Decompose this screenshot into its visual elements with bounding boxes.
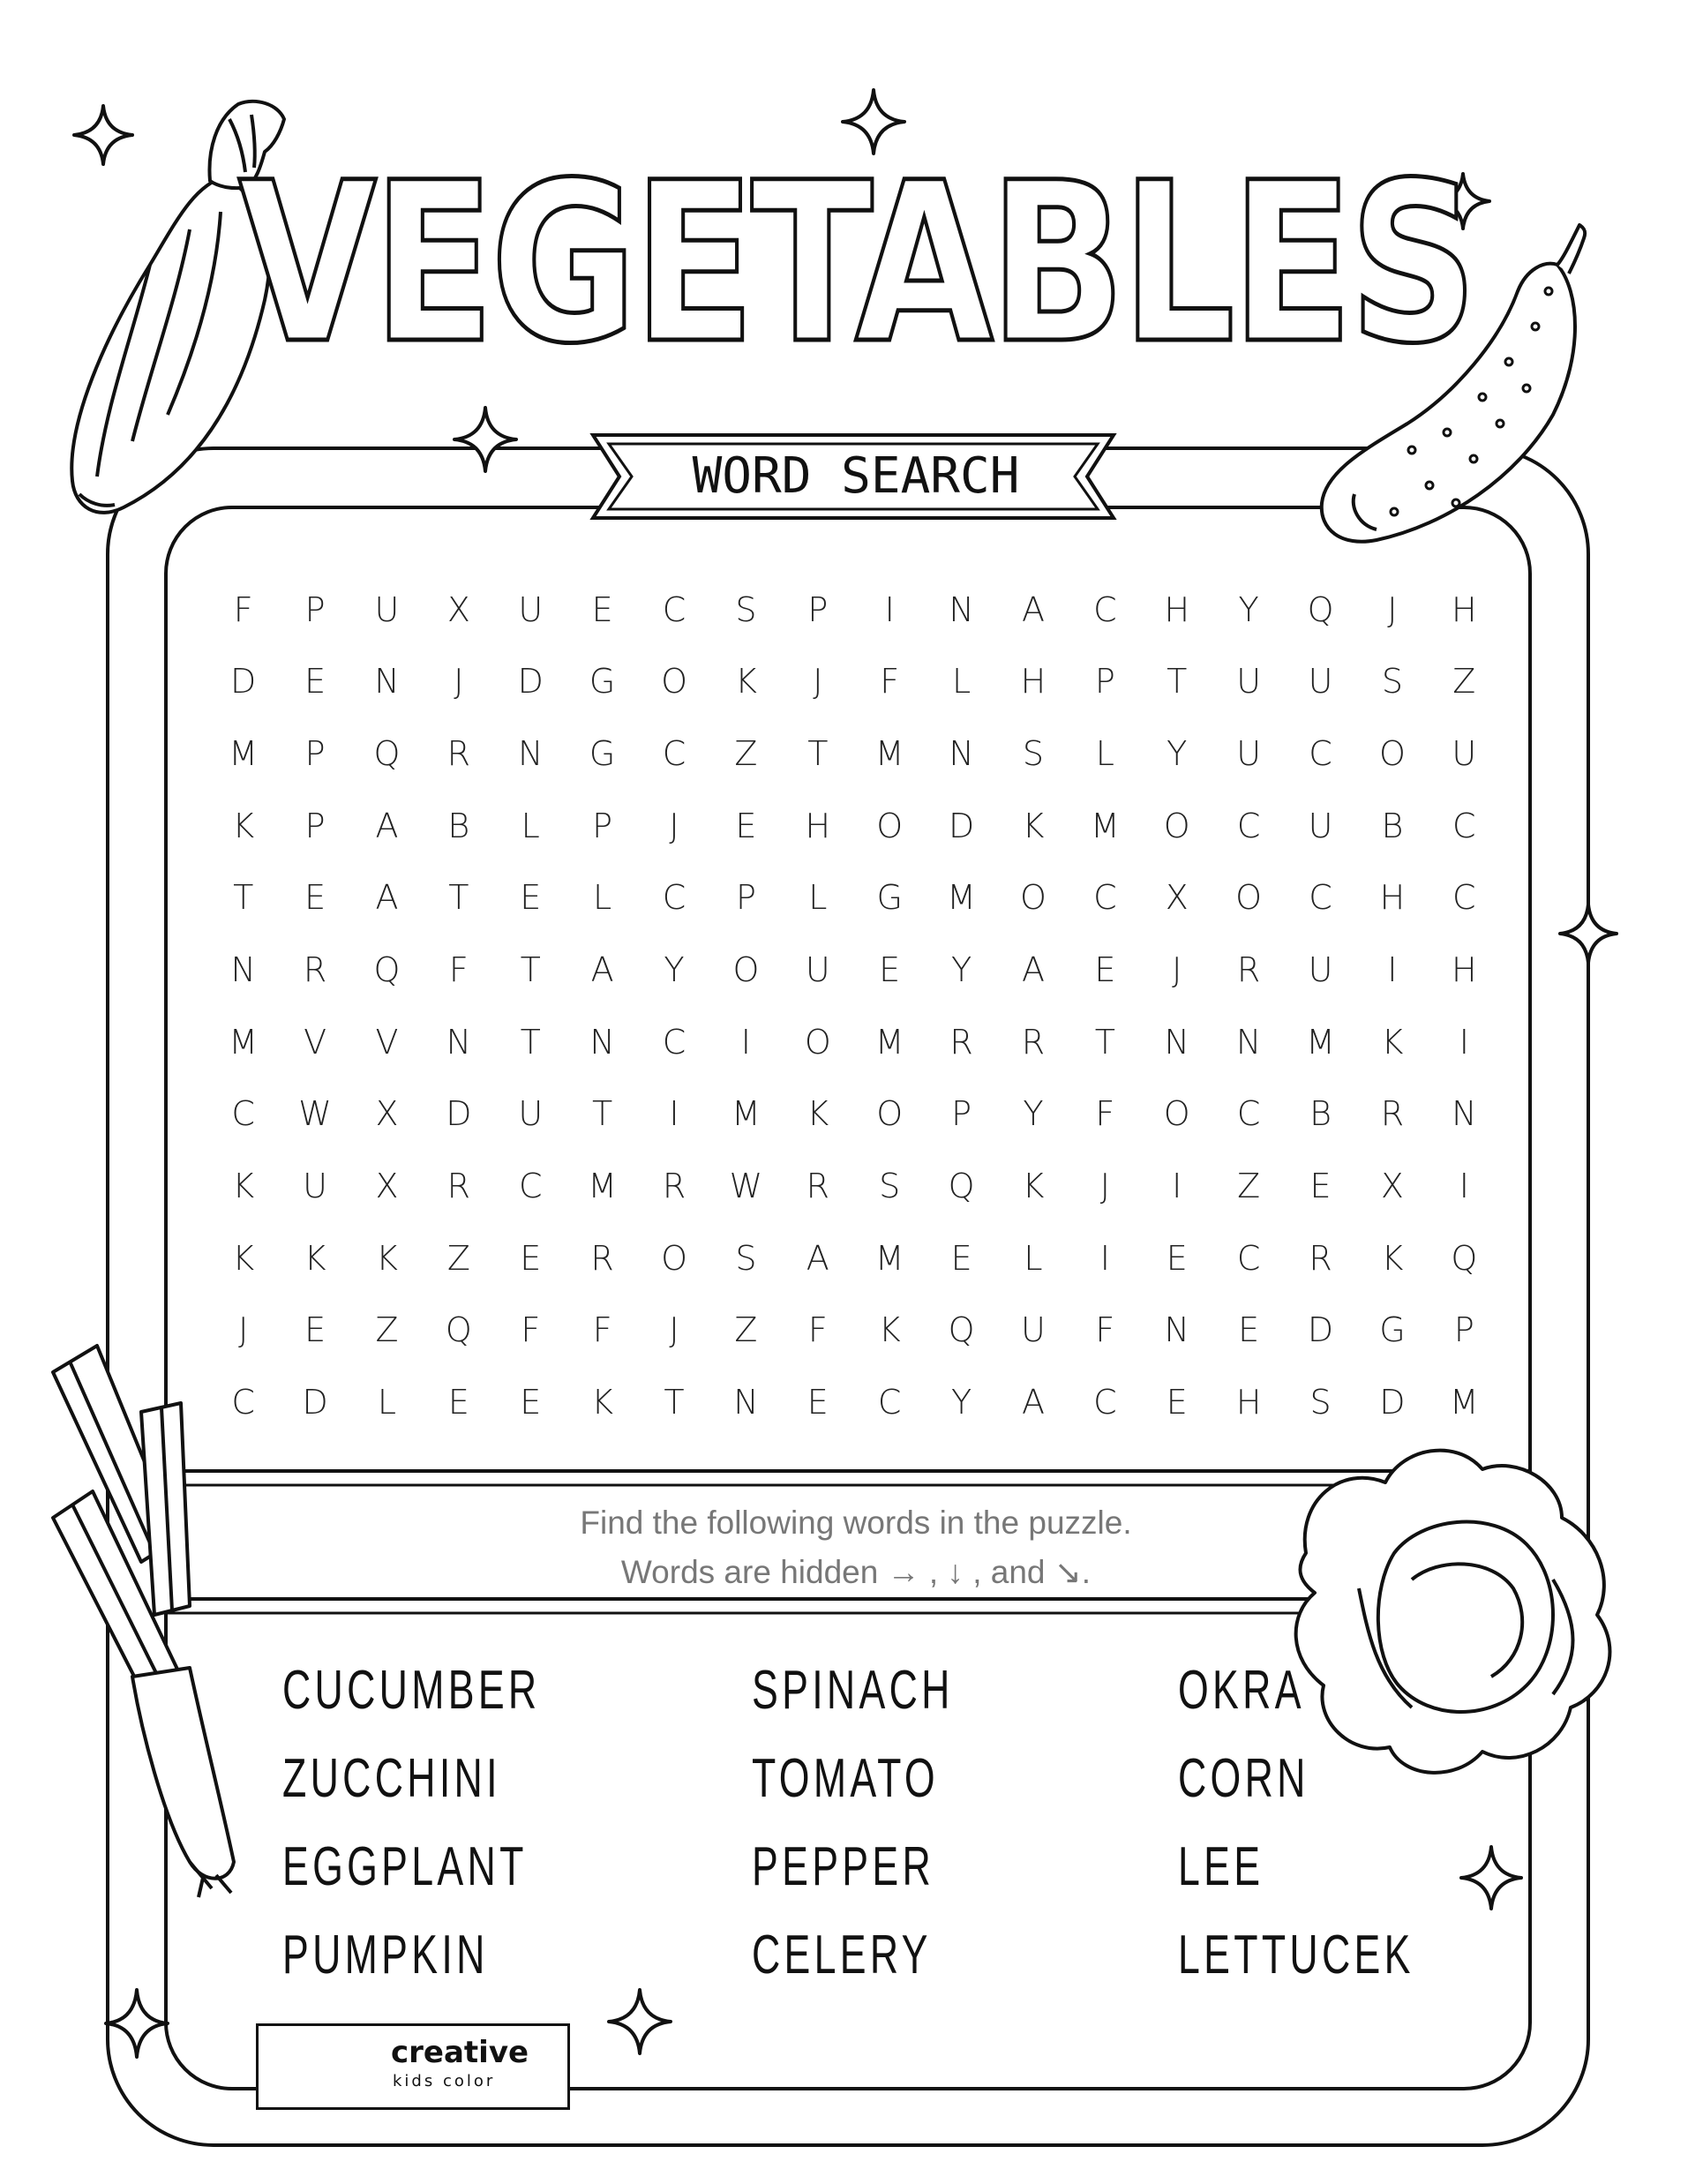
grid-cell[interactable]: A bbox=[375, 806, 399, 845]
grid-cell[interactable]: R bbox=[446, 734, 471, 774]
word-item: ZUCCHINI bbox=[282, 1748, 501, 1809]
grid-cell[interactable]: F bbox=[1095, 1310, 1115, 1350]
grid-cell[interactable]: Y bbox=[1238, 589, 1259, 629]
grid-cell[interactable]: T bbox=[807, 734, 829, 774]
word-item: LEE bbox=[1178, 1836, 1264, 1897]
grid-cell[interactable]: T bbox=[448, 878, 469, 918]
grid-cell[interactable]: M bbox=[947, 878, 976, 918]
grid-cell[interactable]: C bbox=[662, 589, 686, 629]
logo-tagline: kids color bbox=[393, 2072, 496, 2090]
grid-cell[interactable]: B bbox=[1309, 1094, 1332, 1134]
grid-cell[interactable]: U bbox=[805, 950, 830, 990]
grid-cell[interactable]: S bbox=[1309, 1383, 1332, 1422]
letter-grid bbox=[207, 574, 1500, 1438]
brand-logo bbox=[256, 2023, 570, 2110]
grid-cell[interactable]: Q bbox=[373, 734, 401, 774]
grid-cell[interactable]: E bbox=[879, 950, 901, 990]
grid-cell[interactable]: L bbox=[377, 1383, 397, 1422]
grid-cell[interactable]: U bbox=[1021, 1310, 1046, 1350]
grid-cell[interactable]: L bbox=[593, 878, 612, 918]
grid-cell[interactable]: G bbox=[589, 734, 616, 774]
grid-cell[interactable]: D bbox=[1307, 1310, 1334, 1350]
grid-cell[interactable]: I bbox=[1172, 1167, 1182, 1206]
grid-cell[interactable]: N bbox=[589, 1022, 615, 1062]
grid-cell[interactable]: A bbox=[1021, 589, 1045, 629]
grid-cell[interactable]: B bbox=[447, 806, 470, 845]
grid-cell[interactable]: D bbox=[302, 1383, 328, 1422]
grid-cell[interactable]: D bbox=[1379, 1383, 1406, 1422]
grid-cell[interactable]: L bbox=[808, 878, 828, 918]
sparkle-icon bbox=[106, 1990, 168, 2057]
grid-cell[interactable]: S bbox=[1022, 734, 1045, 774]
grid-cell[interactable]: U bbox=[1236, 734, 1262, 774]
sparkle-icon bbox=[1560, 904, 1617, 963]
grid-cell[interactable]: N bbox=[949, 589, 974, 629]
grid-cell[interactable]: N bbox=[1164, 1310, 1189, 1350]
grid-cell[interactable]: O bbox=[1163, 806, 1190, 845]
grid-cell[interactable]: I bbox=[1459, 1167, 1469, 1206]
grid-cell[interactable]: O bbox=[1378, 734, 1406, 774]
grid-cell[interactable]: X bbox=[446, 589, 470, 629]
grid-cell[interactable]: N bbox=[733, 1383, 759, 1422]
grid-cell[interactable]: C bbox=[1452, 878, 1476, 918]
word-item: PEPPER bbox=[752, 1836, 935, 1897]
grid-cell[interactable]: F bbox=[592, 1310, 612, 1350]
grid-cell[interactable]: C bbox=[1093, 589, 1117, 629]
grid-cell[interactable]: M bbox=[874, 1022, 904, 1062]
grid-cell[interactable]: H bbox=[1452, 589, 1477, 629]
grid-cell[interactable]: F bbox=[880, 662, 900, 702]
grid-cell[interactable]: K bbox=[232, 806, 255, 845]
grid-cell[interactable]: N bbox=[949, 734, 974, 774]
grid-cell[interactable]: N bbox=[230, 950, 256, 990]
grid-cell[interactable]: F bbox=[807, 1310, 828, 1350]
grid-cell[interactable]: A bbox=[590, 950, 614, 990]
grid-cell[interactable]: O bbox=[1020, 878, 1047, 918]
grid-cell[interactable]: K bbox=[1022, 806, 1045, 845]
grid-cell[interactable]: Z bbox=[734, 1310, 758, 1350]
instructions-line-2: Words are hidden → , ↓ , and ↘. bbox=[620, 1554, 1092, 1590]
grid-cell[interactable]: F bbox=[521, 1310, 541, 1350]
grid-cell[interactable]: C bbox=[662, 1022, 686, 1062]
grid-cell[interactable]: U bbox=[303, 1167, 327, 1206]
grid-cell[interactable]: I bbox=[1459, 1022, 1469, 1062]
grid-cell[interactable]: U bbox=[1308, 662, 1333, 702]
grid-cell[interactable]: C bbox=[1093, 1383, 1117, 1422]
grid-cell[interactable]: W bbox=[729, 1167, 763, 1206]
grid-cell[interactable]: B bbox=[1381, 806, 1404, 845]
grid-cell[interactable]: R bbox=[446, 1167, 471, 1206]
logo-name: creative bbox=[391, 2035, 529, 2070]
grid-cell[interactable]: J bbox=[454, 662, 464, 702]
grid-cell[interactable]: H bbox=[1235, 1383, 1262, 1422]
word-list bbox=[282, 1659, 1518, 2030]
grid-cell[interactable]: K bbox=[806, 1094, 829, 1134]
grid-cell[interactable]: X bbox=[1165, 878, 1189, 918]
grid-cell[interactable]: J bbox=[669, 1310, 679, 1350]
grid-cell[interactable]: Q bbox=[1307, 589, 1334, 629]
grid-cell[interactable]: M bbox=[1449, 1383, 1479, 1422]
grid-cell[interactable]: I bbox=[669, 1094, 679, 1134]
grid-cell[interactable]: I bbox=[740, 1022, 752, 1062]
grid-cell[interactable]: V bbox=[304, 1022, 327, 1062]
word-item: CELERY bbox=[752, 1925, 932, 1985]
banner-label: WORD SEARCH bbox=[692, 447, 1020, 505]
grid-cell[interactable]: J bbox=[1172, 950, 1182, 990]
grid-cell[interactable]: H bbox=[1020, 662, 1047, 702]
grid-cell[interactable]: J bbox=[1099, 1167, 1110, 1206]
title-text: VEGETABLES bbox=[238, 135, 1474, 392]
grid-cell[interactable]: C bbox=[1309, 878, 1332, 918]
grid-cell[interactable]: C bbox=[518, 1167, 543, 1206]
grid-cell[interactable]: D bbox=[517, 662, 544, 702]
grid-cell[interactable]: E bbox=[806, 1383, 829, 1422]
grid-cell[interactable]: K bbox=[1381, 1022, 1404, 1062]
grid-cell[interactable]: W bbox=[298, 1094, 332, 1134]
grid-cell[interactable]: X bbox=[375, 1167, 399, 1206]
grid-cell[interactable]: R bbox=[806, 1167, 829, 1206]
grid-cell[interactable]: T bbox=[592, 1094, 613, 1134]
grid-cell[interactable]: F bbox=[1095, 1094, 1115, 1134]
grid-cell[interactable]: G bbox=[876, 878, 903, 918]
grid-cell[interactable]: R bbox=[1309, 1238, 1332, 1278]
grid-cell[interactable]: U bbox=[1452, 734, 1477, 774]
grid-cell[interactable]: F bbox=[448, 950, 469, 990]
grid-cell[interactable]: M bbox=[588, 1167, 618, 1206]
page-title bbox=[238, 135, 1491, 392]
grid-cell[interactable]: E bbox=[304, 662, 326, 702]
word-item: CUCUMBER bbox=[282, 1660, 541, 1721]
grid-cell[interactable]: U bbox=[1308, 950, 1333, 990]
grid-cell[interactable]: R bbox=[590, 1238, 614, 1278]
grid-cell[interactable]: C bbox=[1093, 878, 1117, 918]
grid-cell[interactable]: P bbox=[1453, 1310, 1474, 1350]
grid-cell[interactable]: N bbox=[446, 1022, 472, 1062]
grid-cell[interactable]: E bbox=[304, 1310, 326, 1350]
grid-cell[interactable]: K bbox=[232, 1238, 255, 1278]
grid-cell[interactable]: T bbox=[1094, 1022, 1115, 1062]
grid-cell[interactable]: C bbox=[1236, 1238, 1261, 1278]
grid-cell[interactable]: R bbox=[1380, 1094, 1405, 1134]
grid-cell[interactable]: E bbox=[950, 1238, 972, 1278]
grid-cell[interactable]: M bbox=[229, 1022, 259, 1062]
grid-cell[interactable]: J bbox=[238, 1310, 249, 1350]
grid-cell[interactable]: Q bbox=[445, 1310, 472, 1350]
grid-cell[interactable]: T bbox=[520, 1022, 541, 1062]
grid-cell[interactable]: E bbox=[520, 878, 542, 918]
grid-cell[interactable]: E bbox=[1238, 1310, 1260, 1350]
grid-cell[interactable]: L bbox=[1095, 734, 1114, 774]
grid-cell[interactable]: C bbox=[1236, 806, 1261, 845]
grid-cell[interactable]: Y bbox=[664, 950, 685, 990]
grid-cell[interactable]: C bbox=[662, 734, 686, 774]
grid-cell[interactable]: Q bbox=[948, 1310, 975, 1350]
grid-cell[interactable]: A bbox=[375, 878, 399, 918]
grid-cell[interactable]: E bbox=[1094, 950, 1116, 990]
grid-cell[interactable]: T bbox=[664, 1383, 685, 1422]
grid-cell[interactable]: N bbox=[1235, 1022, 1262, 1062]
grid-cell[interactable]: O bbox=[876, 806, 904, 845]
word-item: PUMPKIN bbox=[282, 1925, 489, 1985]
grid-cell[interactable]: U bbox=[1308, 806, 1333, 845]
grid-cell[interactable]: C bbox=[1236, 1094, 1261, 1134]
grid-cell[interactable]: R bbox=[303, 950, 327, 990]
grid-cell[interactable]: E bbox=[591, 589, 613, 629]
sparkle-icon bbox=[74, 106, 132, 164]
grid-cell[interactable]: M bbox=[874, 1238, 904, 1278]
grid-cell[interactable]: J bbox=[669, 806, 679, 845]
grid-cell[interactable]: J bbox=[1387, 589, 1398, 629]
grid-cell[interactable]: T bbox=[520, 950, 541, 990]
grid-cell[interactable]: S bbox=[735, 589, 757, 629]
grid-cell[interactable]: O bbox=[1163, 1094, 1190, 1134]
grid-cell[interactable]: Z bbox=[1237, 1167, 1261, 1206]
grid-cell[interactable]: K bbox=[878, 1310, 901, 1350]
grid-cell[interactable]: C bbox=[662, 878, 686, 918]
grid-cell[interactable]: H bbox=[805, 806, 831, 845]
grid-cell[interactable]: K bbox=[1381, 1238, 1404, 1278]
grid-cell[interactable]: Y bbox=[950, 950, 972, 990]
grid-cell[interactable]: D bbox=[230, 662, 257, 702]
grid-cell[interactable]: Z bbox=[734, 734, 758, 774]
grid-cell[interactable]: K bbox=[734, 662, 757, 702]
grid-cell[interactable]: C bbox=[877, 1383, 902, 1422]
grid-cell[interactable]: O bbox=[804, 1022, 831, 1062]
grid-cell[interactable]: P bbox=[304, 734, 326, 774]
grid-cell[interactable]: A bbox=[1021, 950, 1045, 990]
grid-cell[interactable]: V bbox=[375, 1022, 399, 1062]
grid-cell[interactable]: G bbox=[1379, 1310, 1406, 1350]
word-item: EGGPLANT bbox=[282, 1836, 528, 1897]
grid-cell[interactable]: P bbox=[1094, 662, 1115, 702]
word-item: TOMATO bbox=[752, 1748, 939, 1809]
grid-cell[interactable]: F bbox=[233, 589, 253, 629]
grid-cell[interactable]: D bbox=[446, 1094, 472, 1134]
grid-cell[interactable]: N bbox=[374, 662, 400, 702]
grid-cell[interactable]: O bbox=[661, 1238, 687, 1278]
grid-cell[interactable]: Q bbox=[1451, 1238, 1478, 1278]
grid-cell[interactable]: C bbox=[231, 1094, 255, 1134]
grid-cell[interactable]: Y bbox=[1167, 734, 1188, 774]
grid-cell[interactable]: Q bbox=[373, 950, 401, 990]
grid-cell[interactable]: P bbox=[735, 878, 756, 918]
grid-cell[interactable]: T bbox=[233, 878, 254, 918]
grid-cell[interactable]: C bbox=[1452, 806, 1476, 845]
grid-cell[interactable]: K bbox=[232, 1167, 255, 1206]
grid-cell[interactable]: C bbox=[1309, 734, 1332, 774]
grid-cell[interactable]: K bbox=[1022, 1167, 1045, 1206]
grid-cell[interactable]: R bbox=[662, 1167, 686, 1206]
grid-cell[interactable]: R bbox=[949, 1022, 973, 1062]
grid-cell[interactable]: N bbox=[1452, 1094, 1477, 1134]
grid-cell[interactable]: R bbox=[1236, 950, 1261, 990]
grid-cell[interactable]: P bbox=[592, 806, 613, 845]
grid-cell[interactable]: I bbox=[1387, 950, 1398, 990]
grid-cell[interactable]: Z bbox=[1452, 662, 1476, 702]
word-item: LETTUCEK bbox=[1178, 1925, 1414, 1985]
grid-cell[interactable]: S bbox=[879, 1167, 901, 1206]
grid-cell[interactable]: O bbox=[661, 662, 687, 702]
word-item: OKRA bbox=[1178, 1660, 1305, 1721]
grid-cell[interactable]: M bbox=[874, 734, 904, 774]
grid-cell[interactable]: N bbox=[1164, 1022, 1189, 1062]
grid-cell[interactable]: E bbox=[1309, 1167, 1332, 1206]
grid-cell[interactable]: N bbox=[518, 734, 544, 774]
grid-cell[interactable]: H bbox=[1379, 878, 1406, 918]
grid-cell[interactable]: I bbox=[884, 589, 895, 629]
grid-cell[interactable]: S bbox=[735, 1238, 757, 1278]
grid-cell[interactable]: A bbox=[1021, 1383, 1045, 1422]
grid-cell[interactable]: D bbox=[948, 806, 975, 845]
grid-cell[interactable]: T bbox=[1167, 662, 1188, 702]
grid-cell[interactable]: M bbox=[1306, 1022, 1335, 1062]
grid-cell[interactable]: E bbox=[1166, 1238, 1188, 1278]
grid-cell[interactable]: E bbox=[304, 878, 326, 918]
grid-cell[interactable]: O bbox=[876, 1094, 904, 1134]
grid-cell[interactable]: I bbox=[1099, 1238, 1110, 1278]
grid-cell[interactable]: X bbox=[375, 1094, 399, 1134]
grid-cell[interactable]: O bbox=[1235, 878, 1263, 918]
grid-cell[interactable]: L bbox=[521, 806, 540, 845]
grid-cell[interactable]: P bbox=[807, 589, 829, 629]
grid-cell[interactable]: E bbox=[447, 1383, 469, 1422]
grid-cell[interactable]: P bbox=[951, 1094, 972, 1134]
grid-cell[interactable]: R bbox=[1021, 1022, 1046, 1062]
grid-cell[interactable]: S bbox=[1381, 662, 1403, 702]
grid-cell[interactable]: P bbox=[304, 589, 326, 629]
grid-cell[interactable]: E bbox=[1166, 1383, 1188, 1422]
grid-cell[interactable]: E bbox=[735, 806, 757, 845]
grid-cell[interactable]: M bbox=[229, 734, 259, 774]
grid-cell[interactable]: Q bbox=[948, 1167, 975, 1206]
grid-cell[interactable]: J bbox=[813, 662, 823, 702]
word-item: CORN bbox=[1178, 1748, 1309, 1809]
instructions-line-1: Find the following words in the puzzle. bbox=[580, 1505, 1132, 1541]
grid-cell[interactable]: L bbox=[1024, 1238, 1043, 1278]
grid-cell[interactable]: X bbox=[1380, 1167, 1404, 1206]
grid-cell[interactable]: U bbox=[518, 589, 544, 629]
instructions bbox=[494, 1498, 1218, 1597]
grid-cell[interactable]: K bbox=[376, 1238, 398, 1278]
grid-cell[interactable]: H bbox=[1164, 589, 1190, 629]
grid-cell[interactable]: P bbox=[304, 806, 326, 845]
grid-cell[interactable]: Y bbox=[950, 1383, 972, 1422]
grid-cell[interactable]: U bbox=[1236, 662, 1262, 702]
grid-cell[interactable]: M bbox=[731, 1094, 761, 1134]
sparkle-icon bbox=[454, 408, 516, 471]
grid-cell[interactable]: A bbox=[806, 1238, 829, 1278]
grid-cell[interactable]: H bbox=[1452, 950, 1477, 990]
grid-cell[interactable]: Z bbox=[375, 1310, 399, 1350]
grid-cell[interactable]: M bbox=[1090, 806, 1120, 845]
grid-cell[interactable]: O bbox=[732, 950, 760, 990]
grid-cell[interactable]: K bbox=[304, 1238, 326, 1278]
grid-cell[interactable]: E bbox=[520, 1383, 542, 1422]
grid-cell[interactable]: G bbox=[589, 662, 616, 702]
grid-cell[interactable]: Z bbox=[446, 1238, 470, 1278]
grid-cell[interactable]: C bbox=[231, 1383, 255, 1422]
grid-cell[interactable]: L bbox=[951, 662, 972, 702]
grid-cell[interactable]: U bbox=[374, 589, 400, 629]
word-item: SPINACH bbox=[752, 1660, 954, 1721]
grid-cell[interactable]: Y bbox=[1023, 1094, 1044, 1134]
grid-cell[interactable]: K bbox=[591, 1383, 614, 1422]
grid-cell[interactable]: E bbox=[520, 1238, 542, 1278]
grid-cell[interactable]: U bbox=[518, 1094, 544, 1134]
